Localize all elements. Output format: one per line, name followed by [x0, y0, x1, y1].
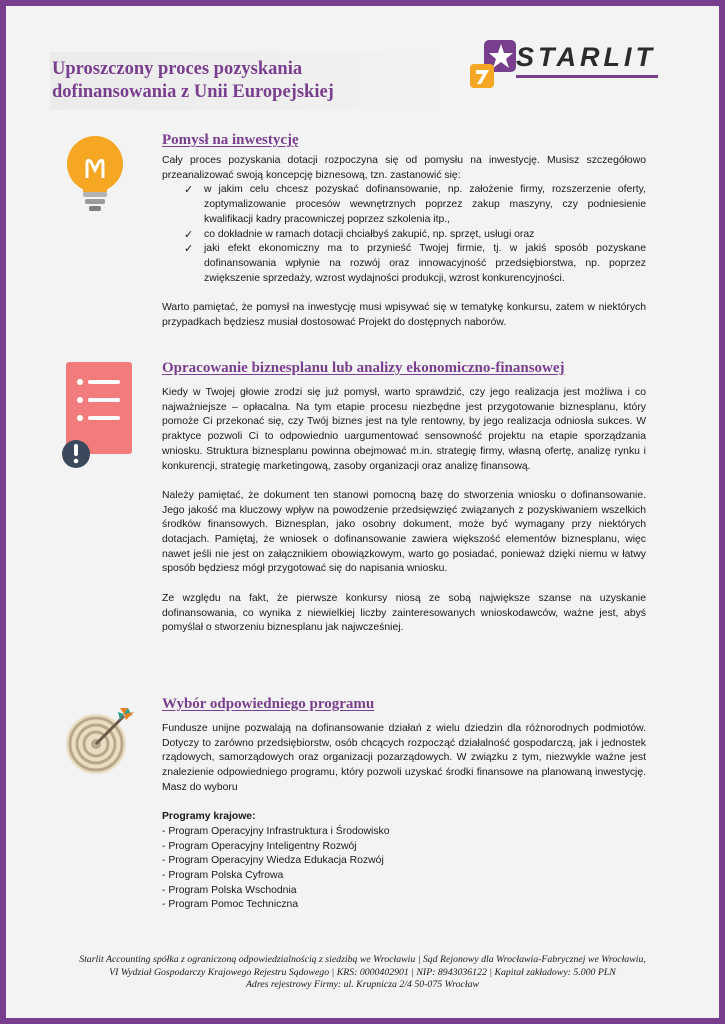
section1-outro: Warto pamiętać, że pomysł na inwestycję musi wpisywać się w tematykę konkursu, zatem w niektórych przypadkach będziesz musiał dostosować Projekt do dostępnych naborów.	[162, 302, 646, 328]
checklist-item: ✓ co dokładnie w ramach dotacji chciałbyś zakupić, np. sprzęt, usługi oraz	[162, 228, 646, 243]
program-item: - Program Polska Cyfrowa	[162, 870, 284, 882]
section3-heading: Wybór odpowiedniego programu	[162, 696, 375, 712]
logo-wordmark: STARLIT	[516, 42, 656, 72]
starlit-logo-icon	[468, 34, 516, 94]
page-footer	[6, 954, 719, 992]
section1-heading: Pomysł na inwestycję	[162, 132, 299, 148]
section2-paragraph: Kiedy w Twojej głowie zrodzi się już pomysł, warto sprawdzić, czy jego realizacja jest możliwa i co najważniejsze – opłacalna. Na tym etapie procesu niezbędne jest przygotowanie biznesplanu, który pomoże Ci przekonać się, czy Twój biznes jest na tyle rentowny, by jego realizacja odniosła sukces. W praktyce pozwoli Ci to odpowiednio uargumentować sensowność projektu na etapie sporządzania wniosku. Struktura biznesplanu powinna obejmować m.in. strategię firmy, własną ofertę, analizę rynku i konkurencji, strategię marketingową, zasoby organizacji oraz analizę finansową.	[162, 387, 646, 472]
section3-intro: Fundusze unijne pozwalają na dofinansowanie działań z wielu dziedzin dla różnorodnych podmiotów. Dotyczy to zarówno przedsiębiorstw, osób chcących rozpocząć działalność gospodarczą, jak i jednostek rządowych, samorządowych oraz organizacji pozarządowych. W związku z tym, niezwykle ważne jest znalezienie odpowiedniego programu, który pozwoli uzyskać środki finansowe na planowaną inwestycję. Masz do wyboru	[162, 723, 646, 793]
program-item: - Program Polska Wschodnia	[162, 884, 297, 896]
program-item: - Program Operacyjny Wiedza Edukacja Rozwój	[162, 855, 384, 867]
section1-intro: Cały proces pozyskania dotacji rozpoczyna się od pomysłu na inwestycję. Musisz szczegółowo przeanalizować swoją koncepcję biznesową, tzn. zastanowić się:	[162, 155, 646, 181]
document-page	[6, 6, 719, 1018]
page-title-line1: Uproszczony proces pozyskania	[52, 59, 303, 79]
program-item: - Program Operacyjny Infrastruktura i Środowisko	[162, 825, 390, 837]
section2-body	[162, 386, 646, 636]
checklist-item: ✓ jaki efekt ekonomiczny ma to przynieść Twojej firmie, tj. w jakiś sposób pozyskane dofinansowania wpłynie na rozwój oraz innowacyjność przedsiębiorstwa, np. poprzez zwiększenie sprzedaży, wzrost wydajności produkcji, wzrost konkurencyjności.	[162, 242, 646, 286]
section1-body	[162, 154, 646, 330]
lightbulb-icon	[62, 134, 128, 216]
target-arrow-icon	[62, 702, 138, 778]
starlit-logo	[468, 34, 664, 94]
section2-paragraph: Należy pamiętać, że dokument ten stanowi pomocną bazę do stworzenia wniosku o dofinansowanie. Jego jakość ma kluczowy wpływ na powodzenie przedsięwzięć związanych z pozyskiwaniem wszelkich środków finansowych. Biznesplan, jako osobny dokument, może być wymagany przy niektórych dotacjach. Pamiętaj, że wniosek o dofinansowanie zawiera większość elementów biznesplanu, więc nawet jeśli nie jest on załącznikiem obowiązkowym, warto go posiadać, ponieważ dzięki niemu w łatwy sposób będziesz mógł przygotować się do napisania wniosku.	[162, 489, 646, 575]
programs-label: Programy krajowe:	[162, 811, 256, 823]
section3-body	[162, 722, 646, 913]
footer-line: VI Wydział Gospodarczy Krajowego Rejestru Sądowego | KRS: 0000402901 | NIP: 8943036122 | Kapitał zakładowy: 5.000 PLN	[109, 966, 616, 978]
section2-paragraph: Ze względu na fakt, że pierwsze konkursy niosą ze sobą największe szanse na uzyskanie dofinansowania, co wynika z niewielkiej liczby zainteresowanych wnioskodawców, ważne jest, abyś pomyślał o stworzeniu biznesplanu jak najwcześniej.	[162, 592, 646, 634]
section2-heading: Opracowanie biznesplanu lub analizy ekonomiczno-finansowej	[162, 360, 565, 376]
program-item: - Program Pomoc Techniczna	[162, 899, 299, 911]
section1-checklist	[162, 183, 646, 286]
footer-line: Starlit Accounting spółka z ograniczoną odpowiedzialnością z siedzibą we Wrocławiu | Sąd Rejonowy dla Wrocławia-Fabrycznej we Wrocławiu,	[79, 954, 646, 965]
logo-underline	[516, 75, 658, 78]
page-title-line2: dofinansowania z Unii Europejskiej	[52, 82, 334, 102]
checklist-item: ✓ w jakim celu chcesz pozyskać dofinansowanie, np. założenie firmy, rozszerzenie oferty, zoptymalizowanie procesów wewnętrznych poprzez zakup maszyny, czy podniesienie kwalifikacji kadry pracowniczej poprzez szkolenia itp.,	[162, 183, 646, 227]
program-item: - Program Operacyjny Inteligentny Rozwój	[162, 840, 357, 852]
page-title	[52, 58, 452, 104]
programs-list	[162, 825, 646, 913]
document-warning-icon	[58, 362, 140, 474]
footer-line: Adres rejestrowy Firmy: ul. Krupnicza 2/4 50-075 Wrocław	[245, 979, 480, 991]
